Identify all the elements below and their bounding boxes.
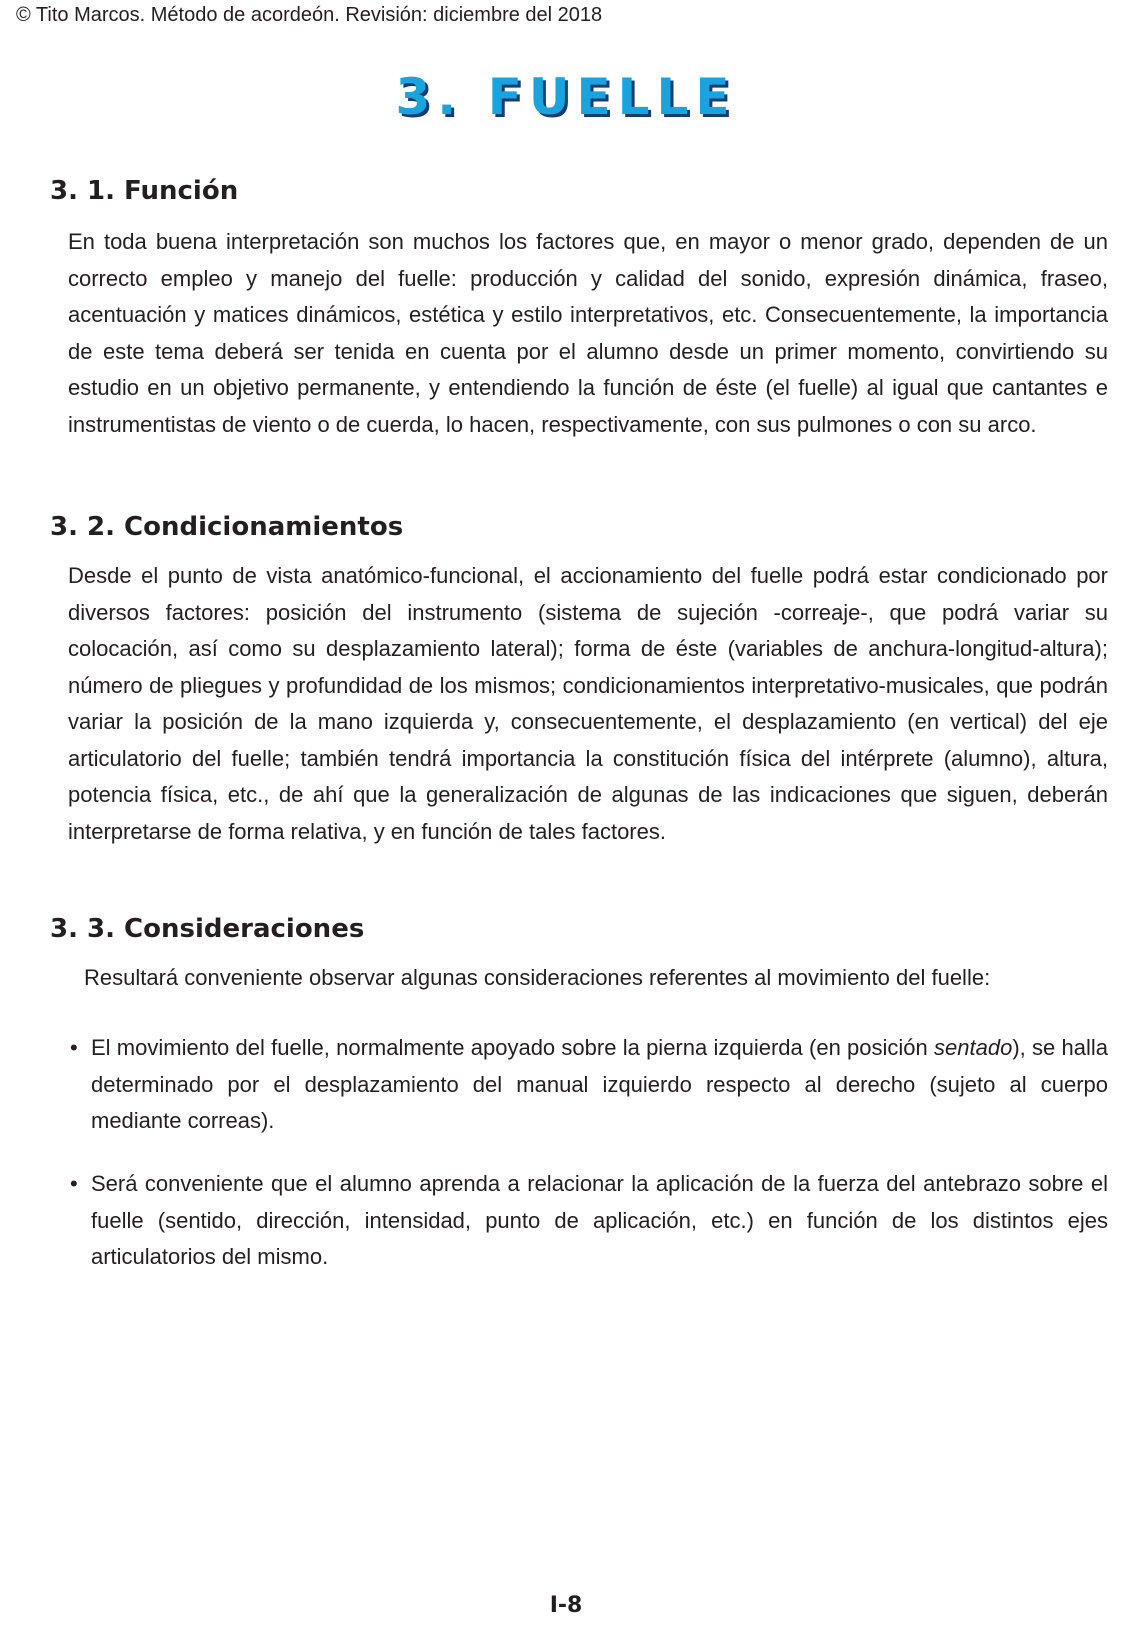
section-title-consideraciones: 3. 3. Consideraciones <box>50 914 365 944</box>
list-item-text: El movimiento del fuelle, normalmente apoyado sobre la pierna izquierda (en posición sentado), se halla determinado por el desplazamiento del manual izquierdo respecto al derecho (sujeto al cuerpo mediante correas). <box>91 1035 1108 1133</box>
section-title-condicionamientos: 3. 2. Condicionamientos <box>50 512 404 542</box>
page-header: © Tito Marcos. Método de acordeón. Revisión: diciembre del 2018 <box>16 4 603 26</box>
list-item-text: Será conveniente que el alumno aprenda a relacionar la aplicación de la fuerza del antebrazo sobre el fuelle (sentido, dirección, intensidad, punto de aplicación, etc.) en función de los distintos ejes articulatorios del mismo. <box>91 1171 1108 1269</box>
section-body-condicionamientos: Desde el punto de vista anatómico-funcional, el accionamiento del fuelle podrá estar condicionado por diversos factores: posición del instrumento (sistema de sujeción -correaje-, que podrá variar su colocación, así como su desplazamiento lateral); forma de éste (variables de anchura-longitud-altura); número de pliegues y profundidad de los mismos; condicionamientos interpretativo-musicales, que podrán variar la posición de la mano izquierda y, consecuentemente, el desplazamiento (en vertical) del eje articulatorio del fuelle; también tendrá importancia la constitución física del intérprete (alumno), altura, potencia física, etc., de ahí que la generalización de algunas de las indicaciones que siguen, deberán interpretarse de forma relativa, y en función de tales factores. <box>68 563 1108 844</box>
list-item <box>68 1030 1108 1140</box>
emphasis-text: sentado <box>934 1035 1013 1060</box>
bullet-icon: • <box>70 1035 78 1060</box>
section-body-funcion: En toda buena interpretación son muchos los factores que, en mayor o menor grado, dependen de un correcto empleo y manejo del fuelle: producción y calidad del sonido, expresión dinámica, fraseo, acentuación y matices dinámicos, estética y estilo interpretativos, etc. Consecuentemente, la importancia de este tema deberá ser tenida en cuenta por el alumno desde un primer momento, convirtiendo su estudio en un objetivo permanente, y entendiendo la función de éste (el fuelle) al igual que cantantes e instrumentistas de viento o de cuerda, lo hacen, respectivamente, con sus pulmones o con su arco. <box>68 229 1108 437</box>
bullet-icon: • <box>70 1171 78 1196</box>
list-item <box>68 1166 1108 1276</box>
section-intro-consideraciones: Resultará conveniente observar algunas consideraciones referentes al movimiento del fuelle: <box>84 965 991 990</box>
section-title-funcion: 3. 1. Función <box>50 176 239 206</box>
chapter-title: 3. FUELLE <box>395 68 737 126</box>
page-number: I-8 <box>549 1593 583 1618</box>
